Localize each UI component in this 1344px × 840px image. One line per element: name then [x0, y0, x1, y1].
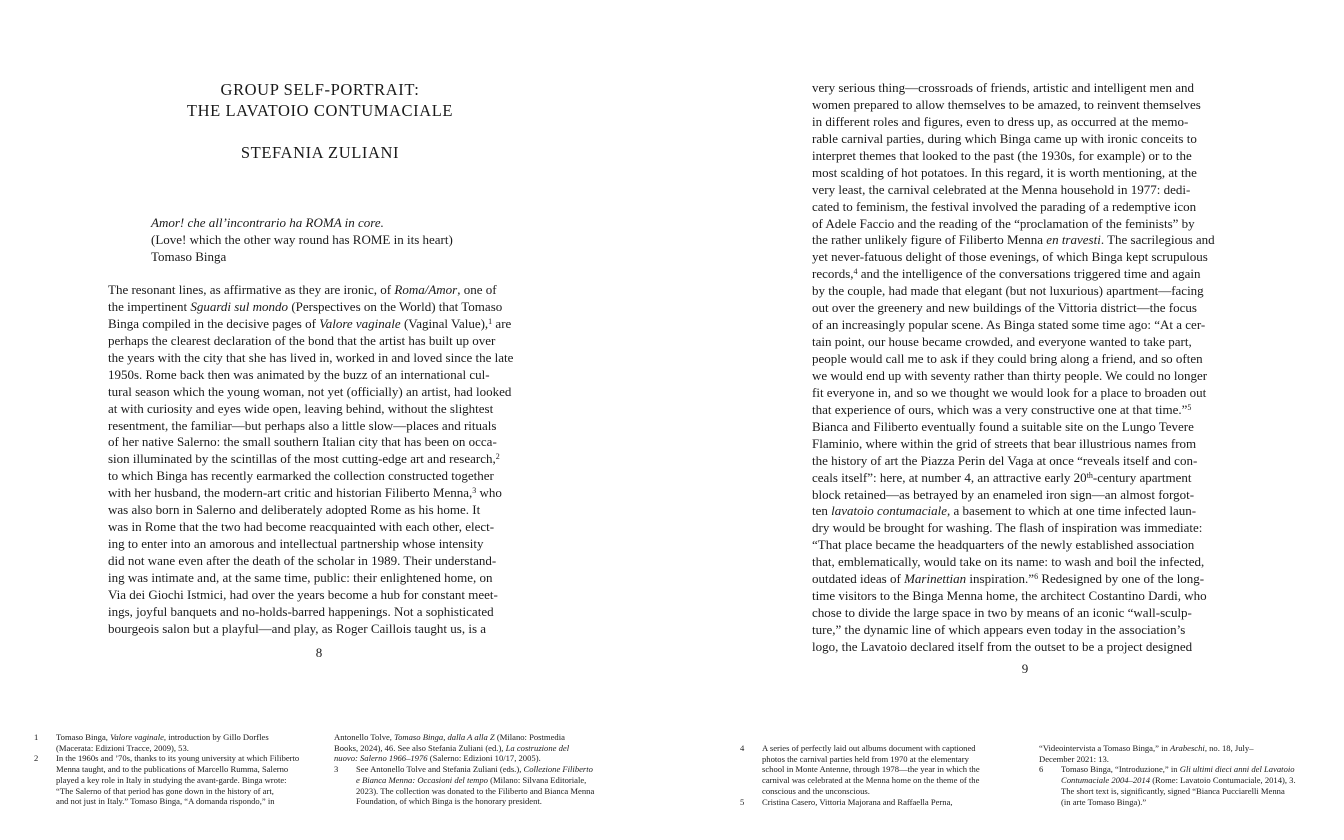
footnote-ref: 3 — [472, 486, 477, 496]
epigraph-attribution: Tomaso Binga — [151, 249, 227, 264]
footnote — [1039, 743, 1329, 764]
body-line: time visitors to the Binga Menna home, the architect Costantino Dardi, who — [812, 588, 1207, 604]
body-line: logo, the Lavatoio declared itself from the outset to be a project designed — [812, 638, 1193, 654]
body-line: ten lavatoio contumaciale, a basement to which at one time infected laun- — [812, 503, 1197, 519]
footnote-number: 2 — [34, 753, 39, 764]
body-line: The resonant lines, as affirmative as they are ironic, of Roma/Amor, one of — [108, 282, 497, 297]
footnote-text: Cristina Casero, Vittoria Majorana and Raffaella Perna, — [762, 796, 953, 807]
body-line: by the couple, had made that elegant (but not luxurious) apartment—facing — [812, 283, 1204, 299]
body-line: the history of art the Piazza Perin del Vaga at once “reveals itself and con- — [812, 452, 1198, 468]
footnote-number: 3 — [334, 764, 339, 775]
footnotes-column-4 — [1039, 743, 1329, 807]
page-number-right: 9 — [1021, 661, 1029, 676]
footnote — [1039, 764, 1329, 807]
body-line: of an increasingly popular scene. As Binga stated some time ago: “At a cer- — [812, 317, 1206, 333]
body-line: tural season which the young woman, not yet (officially) an artist, had looked — [108, 383, 512, 399]
footnote-number: 4 — [740, 743, 745, 753]
body-line: we would end up with seventy rather than thirty people. We could no longer — [812, 367, 1208, 383]
body-line: interpret themes that looked to the past (the 1930s, for example) or to the — [812, 147, 1192, 163]
footnote-text: Tomaso Binga, “Introduzione,” in Gli ultimi dieci anni del Lavatoio Contumaciale 2004–2014 (Rome: Lavatoio Contumaciale, 2014), 3. The short text is, significantly, signed “Bianca Pucciarelli Menna (in arte Tomaso Binga).” — [1061, 764, 1296, 807]
body-line: was also born in Salerno and deliberately adopted Rome as his home. It — [108, 502, 481, 518]
body-line: yet never-fatuous delight of those evenings, of which Binga kept scrupulous — [812, 249, 1208, 265]
author-name: STEFANIA ZULIANI — [240, 143, 400, 162]
epigraph-italian: Amor! che all’incontrario ha ROMA in core. — [151, 215, 384, 230]
body-line: was in Rome that the two had become reacquainted with each other, elect- — [108, 519, 495, 535]
epigraph — [151, 214, 453, 265]
body-line: ing to enter into an amorous and intellectual partnership whose intensity — [108, 536, 484, 552]
footnote — [334, 732, 619, 764]
body-line: most scalding of hot potatoes. In this regard, it is worth mentioning, at the — [812, 164, 1197, 180]
body-line: ture,” the dynamic line of which appears even today in the association’s — [812, 622, 1186, 637]
body-line: in different roles and figures, even to dress up, as occurred at the memo- — [812, 113, 1189, 129]
chapter-title-line-1: GROUP SELF-PORTRAIT: — [220, 80, 420, 99]
body-line: Via dei Giochi Istmici, had over the years become a hub for constant meet- — [108, 586, 498, 602]
footnote-text: “Videointervista a Tomaso Binga,” in Arabeschi, no. 18, July– December 2021: 13. — [1039, 743, 1254, 764]
footnotes-column-3 — [740, 743, 1030, 807]
body-line: rable carnival parties, during which Binga came up with ironic conceits to — [812, 130, 1197, 146]
footnote-number: 5 — [740, 796, 745, 807]
footnote-number: 6 — [1039, 764, 1044, 775]
footnote-ref: 1 — [488, 316, 493, 326]
body-line: the impertinent Sguardi sul mondo (Perspectives on the World) that Tomaso — [108, 298, 503, 314]
body-line: bourgeois salon but a playful—and play, as Roger Caillois taught us, is a — [108, 620, 487, 636]
body-line: out over the greenery and new buildings of the Vittoria district—the focus — [812, 300, 1197, 316]
footnote-text: See Antonello Tolve and Stefania Zuliani (eds.), Collezione Filiberto e Bianca Menna: Occasioni del tempo (Milano: Silvana Editoriale, 2023). The collection was donated to the Filiberto and Bianca Menna Foundation, of which Binga is the honorary president. — [356, 764, 595, 807]
body-line: ceals itself”: here, at number 4, an attractive early 20th-century apartment — [812, 469, 1192, 485]
footnote-text: A series of perfectly laid out albums document with captioned photos the carnival parties held from 1970 at the elementary school in Monte Antenne, through 1978—the year in which the carnival was celebrated at the Menna home on the theme of the conscious and the unconscious. — [762, 743, 980, 796]
body-line: outdated ideas of Marinettian inspiration.”$^6$ Redesigned by one of the long- — [812, 571, 1205, 587]
footnote-ref: th — [1086, 470, 1093, 480]
body-line: people would call me to ask if they could bring along a friend, and so often — [812, 351, 1203, 366]
footnote-number: 1 — [34, 732, 39, 742]
body-line: with her husband, the modern-art critic and historian Filiberto Menna,$^3$ who — [108, 485, 502, 501]
right-body-text — [812, 80, 1238, 656]
body-line: fit everyone in, and so we thought we would look for a place to broaden out — [812, 384, 1207, 400]
body-line: resentment, the familiar—but perhaps also a little slow—places and rituals — [108, 417, 497, 433]
body-line: the rather unlikely figure of Filiberto Menna en travesti. The sacrilegious and — [812, 232, 1215, 248]
left-body-text — [108, 282, 532, 638]
footnote — [34, 732, 319, 753]
body-line: records,$^4$ and the intelligence of the conversations triggered time and again — [812, 266, 1201, 282]
body-line: Flaminio, where within the grid of streets that bear illustrious names from — [812, 435, 1197, 451]
footnote — [34, 753, 319, 807]
body-line: cated to feminism, the festival involved the parading of a redemptive icon — [812, 198, 1197, 214]
body-line: that, emblematically, would take on its name: to wash and boil the infected, — [812, 554, 1205, 570]
footnote-ref: 5 — [1187, 402, 1192, 412]
body-line: “That place became the headquarters of the newly established association — [812, 537, 1195, 553]
footnote — [740, 743, 1030, 797]
footnotes-column-2 — [334, 732, 619, 807]
body-line: Binga compiled in the decisive pages of Valore vaginale (Vaginal Value),$^1$ are — [108, 315, 512, 331]
body-line: the years with the city that she has lived in, worked in and loved since the late — [108, 349, 514, 365]
body-line: sion illuminated by the scintillas of the most cutting-edge art and research,$^2$ — [108, 451, 500, 467]
body-line: to which Binga has recently earmarked the collection constructed together — [108, 468, 494, 484]
body-line: women prepared to allow themselves to be amazed, to reinvent themselves — [812, 96, 1201, 112]
footnote — [740, 797, 1030, 808]
footnotes-column-1 — [34, 732, 319, 807]
body-line: Bianca and Filiberto eventually found a suitable site on the Lungo Tevere — [812, 418, 1194, 434]
footnote-ref: 6 — [1034, 572, 1039, 582]
body-line: that experience of ours, which was a very constructive one at that time.”$^5$ — [812, 401, 1192, 417]
page-number-left: 8 — [315, 645, 323, 660]
body-line: chose to divide the large space in two by means of an iconic “wall-sculp- — [812, 605, 1192, 621]
body-line: of her native Salerno: the small southern Italian city that has been on occa- — [108, 434, 497, 450]
epigraph-translation: (Love! which the other way round has ROME in its heart) — [151, 232, 453, 247]
body-line: ing was intimate and, at the same time, public: their enlightened home, on — [108, 569, 493, 585]
body-line: at with curiosity and eyes wide open, leaving behind, without the slightest — [108, 400, 494, 416]
body-line: did not wane even after the death of the scholar in 1989. Their understand- — [108, 553, 497, 568]
chapter-title-line-2: THE LAVATOIO CONTUMACIALE — [186, 101, 454, 120]
body-line: very serious thing—crossroads of friends, artistic and intelligent men and — [812, 80, 1194, 95]
body-line: perhaps the clearest declaration of the bond that the artist has built up over — [108, 332, 496, 348]
body-line: block retained—as betrayed by an enameled iron sign—an almost forgot- — [812, 486, 1195, 502]
body-line: ings, joyful banquets and no-holds-barred happenings. Not a sophisticated — [108, 603, 494, 619]
chapter-title — [108, 79, 532, 121]
footnote-ref: 4 — [853, 267, 858, 277]
footnote-text: In the 1960s and ’70s, thanks to its young university at which Filiberto Menna taught, and to the publications of Marcello Rumma, Salerno played a key role in Italy in studying the avant-garde. Binga wrote: “The Salerno of that period has gone down in the history of art, and not just in Italy.” Tomaso Binga, “A domanda rispondo,” in — [56, 753, 300, 807]
footnote-text: Tomaso Binga, Valore vaginale, introduction by Gillo Dorfles (Macerata: Edizioni Tracce, 2009), 53. — [56, 732, 269, 753]
footnote-ref: 2 — [495, 452, 500, 462]
body-line: of Adele Faccio and the reading of the “proclamation of the feminists” by — [812, 215, 1195, 231]
body-line: dry would be brought for washing. The flash of inspiration was immediate: — [812, 520, 1203, 536]
body-line: 1950s. Rome back then was animated by the buzz of an international cul- — [108, 366, 490, 382]
footnote-text: Antonello Tolve, Tomaso Binga, dalla A alla Z (Milano: Postmedia Books, 2024), 46. See also Stefania Zuliani (ed.), La costruzione del nuovo: Salerno 1966–1976 (Salerno: Edizioni 10/17, 2005). — [334, 732, 570, 764]
body-line: tain point, our house became crowded, and everyone wanted to take part, — [812, 334, 1192, 350]
body-line: very least, the carnival celebrated at the Menna household in 1977: dedi- — [812, 181, 1191, 197]
footnote — [334, 764, 619, 807]
